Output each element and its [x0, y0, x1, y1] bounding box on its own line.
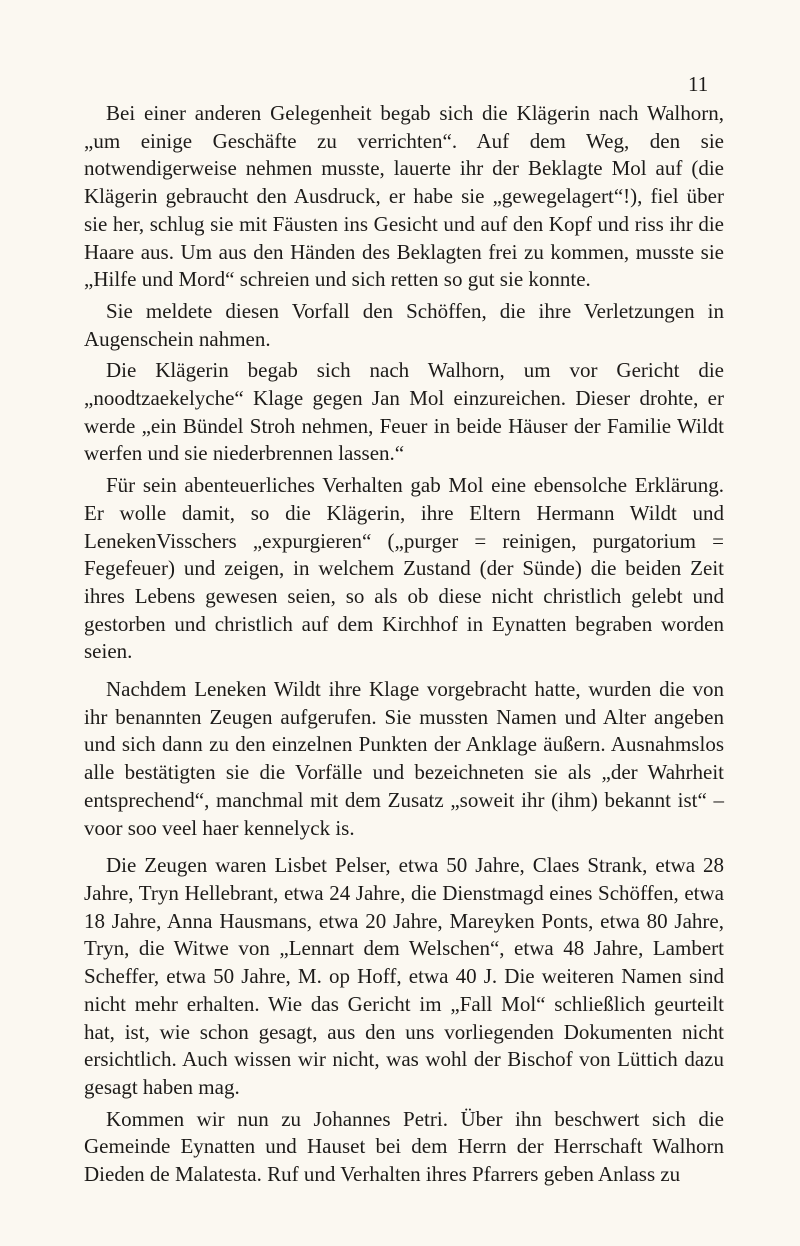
- paragraph: Kommen wir nun zu Johannes Petri. Über ihn beschwert sich die Gemeinde Eynatten und Hauset bei dem Herrn der Herrschaft Walhorn Dieden de Malatesta. Ruf und Verhalten ihres Pfarrers geben Anlass zu: [84, 1106, 724, 1187]
- body-text: [84, 100, 724, 1193]
- page-number: 11: [688, 72, 709, 96]
- paragraph: Die Zeugen waren Lisbet Pelser, etwa 50 Jahre, Claes Strank, etwa 28 Jahre, Tryn Hellebrant, etwa 24 Jahre, die Dienstmagd eines Schöffen, etwa 18 Jahre, Anna Hausmans, etwa 20 Jahre, Mareyken Ponts, etwa 80 Jahre, Tryn, die Witwe von „Lennart dem Welschen“, etwa 48 Jahre, Lambert Scheffer, etwa 50 Jahre, M. op Hoff, etwa 40 J. Die weiteren Namen sind nicht mehr erhalten. Wie das Gericht im „Fall Mol“ schließlich geurteilt hat, ist, wie schon gesagt, aus den uns vorliegenden Dokumenten nicht ersichtlich. Auch wissen wir nicht, was wohl der Bischof von Lüttich dazu gesagt haben mag.: [84, 853, 724, 1099]
- paragraph: Bei einer anderen Gelegenheit begab sich die Klägerin nach Walhorn, „um einige Geschäfte zu verrichten“. Auf dem Weg, den sie notwendigerweise nehmen musste, lauerte ihr der Beklagte Mol auf (die Klägerin gebraucht den Ausdruck, er habe sie „gewegelagert“!), fiel über sie her, schlug sie mit Fäusten ins Gesicht und auf den Kopf und riss ihr die Haare aus. Um aus den Händen des Beklagten frei zu kommen, musste sie „Hilfe und Mord“ schreien und sich retten so gut sie konnte.: [84, 101, 724, 292]
- paragraph: Sie meldete diesen Vorfall den Schöffen, die ihre Verletzungen in Augenschein nahmen.: [84, 298, 724, 351]
- paragraph: Die Klägerin begab sich nach Walhorn, um vor Gericht die „noodtzaekelyche“ Klage gegen Jan Mol einzureichen. Dieser drohte, er werde „ein Bündel Stroh nehmen, Feuer in beide Häuser der Familie Wildt werfen und sie niederbrennen lassen.“: [84, 358, 724, 466]
- paragraph: Für sein abenteuerliches Verhalten gab Mol eine ebensolche Erklärung. Er wolle damit, so die Klägerin, ihre Eltern Hermann Wildt und LenekenVisschers „expurgieren“ („purger = reinigen, purgatorium = Fegefeuer) und zeigen, in welchem Zustand (der Sünde) die beiden Zeit ihres Lebens gewesen seien, so als ob diese nicht christlich gelebt und gestorben und christlich auf dem Kirchhof in Eynatten begraben worden seien.: [84, 473, 724, 664]
- paragraph: Nachdem Leneken Wildt ihre Klage vorgebracht hatte, wurden die von ihr benannten Zeugen aufgerufen. Sie mussten Namen und Alter angeben und sich dann zu den einzelnen Punkten der Anklage äußern. Ausnahmslos alle bestätigten sie die Vorfälle und bezeichneten sie als „der Wahrheit entsprechend“, manchmal mit dem Zusatz „soweit ihr (ihm) bekannt ist“ – voor soo veel haer kennelyck is.: [84, 677, 724, 840]
